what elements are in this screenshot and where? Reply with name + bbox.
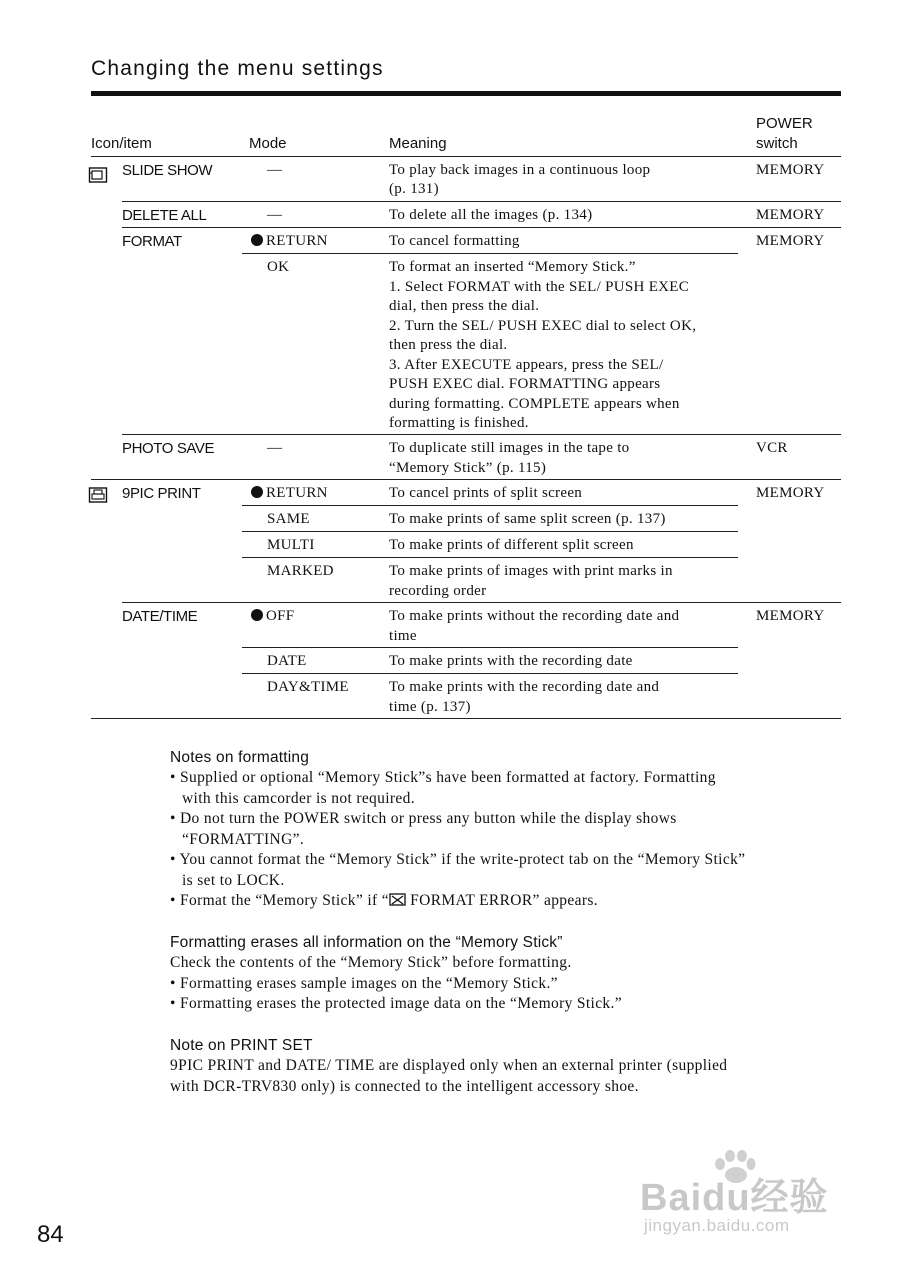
meaning-photo-save-1: To duplicate still images in the tape to (389, 440, 630, 456)
meaning-9pic-marked-1: To make prints of images with print marks in (389, 563, 673, 579)
print-set-body-1: 9PIC PRINT and DATE/ TIME are displayed only when an external printer (supplied (170, 1057, 728, 1074)
memory-stick-error-icon (389, 892, 406, 907)
memory-stick-icon (88, 166, 108, 184)
list-item: • You cannot format the “Memory Stick” if the write-protect tab on the “Memory Stick” is set to LOCK. (170, 851, 746, 889)
title-rule (91, 91, 841, 96)
erase-info-heading: Formatting erases all information on the “Memory Stick” (170, 934, 563, 951)
power-photo-save: VCR (756, 440, 788, 456)
row-rule (122, 227, 841, 228)
list-item: • Supplied or optional “Memory Stick”s have been formatted at factory. Formatting with this camcorder is not required. (170, 769, 716, 807)
meaning-format-ok-8: during formatting. COMPLETE appears when (389, 395, 680, 412)
meaning-date: To make prints with the recording date (389, 653, 633, 669)
mode-date: DATE (267, 653, 307, 669)
meaning-format-ok-5: then press the dial. (389, 337, 508, 353)
meaning-format-ok-4: 2. Turn the SEL/ PUSH EXEC dial to select OK, (389, 317, 697, 334)
item-9pic-print: 9PIC PRINT (122, 485, 201, 502)
meaning-delete-all: To delete all the images (p. 134) (389, 207, 593, 223)
power-9pic-print: MEMORY (756, 485, 825, 501)
print-set-heading: Note on PRINT SET (170, 1037, 313, 1054)
item-photo-save: PHOTO SAVE (122, 440, 215, 457)
meaning-format-ok-2: 1. Select FORMAT with the SEL/ PUSH EXEC (389, 278, 690, 295)
col-header-mode: Mode (249, 135, 287, 152)
meaning-format-ok-6: 3. After EXECUTE appears, press the SEL/ (389, 356, 664, 373)
print-set-body-2: with DCR-TRV830 only) is connected to the intelligent accessory shoe. (170, 1077, 639, 1095)
watermark (640, 1150, 870, 1250)
sub-row-rule (242, 531, 738, 532)
col-header-icon-item: Icon/item (91, 135, 152, 152)
col-header-power-line1: POWER (756, 115, 813, 132)
section-rule (91, 479, 841, 480)
sub-row-rule (242, 557, 738, 558)
meaning-9pic-return: To cancel prints of split screen (389, 485, 583, 501)
mode-format-return: RETURN (251, 232, 328, 252)
meaning-format-ok-7: PUSH EXEC dial. FORMATTING appears (389, 376, 661, 392)
mode-slide-show: — (267, 162, 283, 178)
header-rule (91, 156, 841, 157)
meaning-9pic-same: To make prints of same split screen (p. 137) (389, 511, 666, 527)
mode-9pic-same: SAME (267, 511, 310, 527)
power-slide-show: MEMORY (756, 162, 825, 178)
row-rule (122, 201, 841, 202)
list-item: • Do not turn the POWER switch or press any button while the display shows “FORMATTING”. (170, 810, 677, 848)
default-setting-dot (251, 234, 263, 246)
meaning-day-time-2: time (p. 137) (389, 698, 471, 715)
meaning-format-return: To cancel formatting (389, 233, 520, 249)
mode-9pic-return: RETURN (251, 484, 328, 504)
print-icon (88, 486, 108, 504)
power-date-time: MEMORY (756, 608, 825, 624)
print-set-note (170, 1036, 850, 1097)
meaning-day-time-1: To make prints with the recording date and (389, 679, 660, 695)
erase-info (170, 933, 850, 1015)
row-rule (122, 602, 841, 603)
mode-date-time-off: OFF (251, 607, 294, 627)
col-header-meaning: Meaning (389, 135, 447, 152)
meaning-format-ok-1: To format an inserted “Memory Stick.” (389, 259, 636, 275)
meaning-date-time-off-1: To make prints without the recording date and (389, 608, 680, 624)
meaning-date-time-off-2: time (389, 627, 417, 644)
list-item: • Format the “Memory Stick” if “ FORMAT ERROR” appears. (170, 892, 598, 909)
watermark-brand: Baidu经验 (640, 1177, 829, 1219)
page-number: 84 (37, 1221, 64, 1248)
sub-row-rule (242, 673, 738, 674)
meaning-format-ok-9: formatting is finished. (389, 415, 529, 431)
sub-row-rule (242, 253, 738, 254)
meaning-9pic-multi: To make prints of different split screen (389, 537, 634, 553)
meaning-format-ok-3: dial, then press the dial. (389, 298, 540, 314)
default-setting-dot (251, 486, 263, 498)
meaning-slide-show-1: To play back images in a continuous loop (389, 162, 651, 178)
menu-settings-table (91, 110, 841, 730)
item-slide-show: SLIDE SHOW (122, 162, 213, 179)
meaning-9pic-marked-2: recording order (389, 582, 487, 599)
power-format: MEMORY (756, 233, 825, 249)
list-item: • Formatting erases the protected image data on the “Memory Stick.” (170, 995, 622, 1012)
erase-info-intro: Check the contents of the “Memory Stick” before formatting. (170, 954, 572, 971)
col-header-power-line2: switch (756, 135, 798, 152)
notes-formatting (170, 748, 850, 912)
page-title: Changing the menu settings (91, 57, 384, 80)
mode-format-ok: OK (267, 259, 290, 275)
list-item: • Formatting erases sample images on the “Memory Stick.” (170, 974, 558, 992)
item-date-time: DATE/TIME (122, 608, 198, 625)
sub-row-rule (242, 505, 738, 506)
mode-day-time: DAY&TIME (267, 679, 349, 695)
mode-delete-all: — (267, 207, 283, 223)
row-rule (122, 434, 841, 435)
meaning-slide-show-2: (p. 131) (389, 181, 439, 197)
sub-row-rule (242, 647, 738, 648)
watermark-url: jingyan.baidu.com (644, 1216, 790, 1235)
table-bottom-rule (91, 718, 841, 719)
mode-photo-save: — (267, 440, 283, 456)
item-delete-all: DELETE ALL (122, 207, 207, 224)
default-setting-dot (251, 609, 263, 621)
meaning-photo-save-2: “Memory Stick” (p. 115) (389, 459, 547, 476)
item-format: FORMAT (122, 233, 182, 250)
notes-formatting-heading: Notes on formatting (170, 749, 310, 766)
power-delete-all: MEMORY (756, 207, 825, 223)
mode-9pic-marked: MARKED (267, 563, 334, 579)
mode-9pic-multi: MULTI (267, 537, 315, 553)
